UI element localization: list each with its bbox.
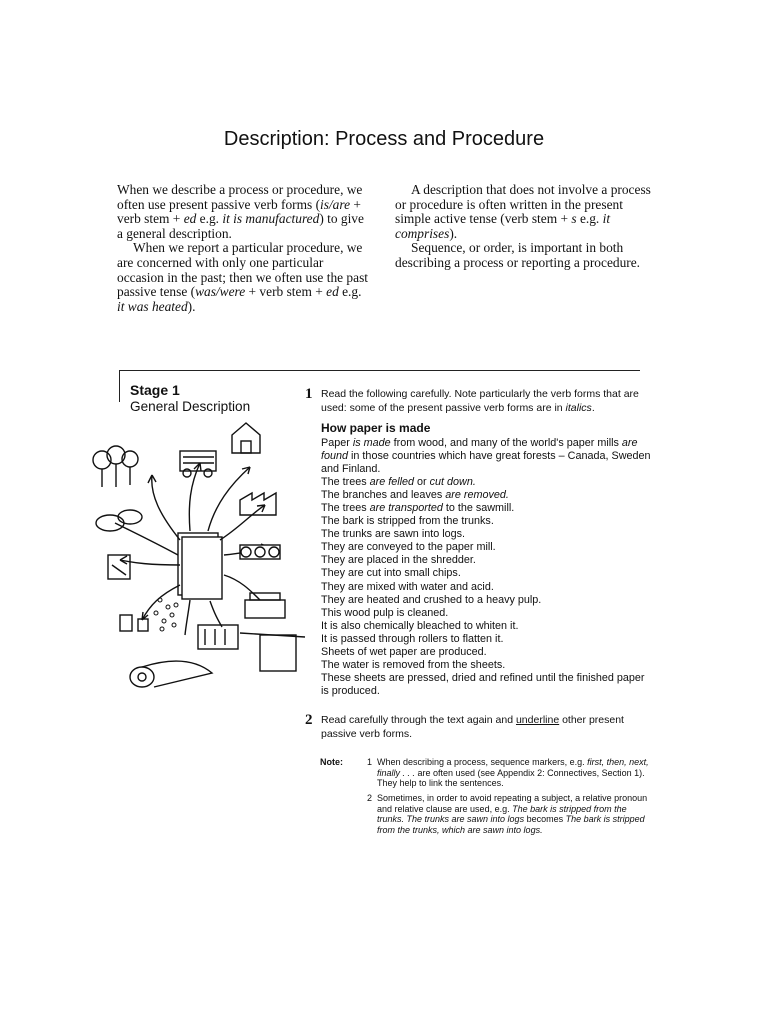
intro-left-p2: When we report a particular procedure, we are concerned with only one particular occasion in the past; then we often use the past passive tense (was/were + verb stem + ed e.g. it was heated). (117, 240, 369, 314)
reading-line: It is also chemically bleached to whiten it. (321, 619, 519, 632)
reading-line: They are cut into small chips. (321, 567, 461, 580)
question-1-number: 1 (305, 386, 313, 402)
reading-line: Paper is made from wood, and many of the world's paper mills are found in those countries which have great forests – Canada, Sweden and Finland. (321, 437, 651, 476)
note-2-text: Sometimes, in order to avoid repeating a subject, a relative pronoun and relative clause are used, e.g. The bark is stripped from the trunks. The trunks are sawn into logs becomes The bark is stripped from the trunks, which are sawn into logs. (377, 793, 648, 835)
reading-line: Sheets of wet paper are produced. (321, 645, 487, 658)
intro-right-column (395, 183, 655, 271)
section-divider (120, 370, 640, 371)
reading-line: The branches and leaves are removed. (321, 489, 509, 502)
question-2-instruction: Read carefully through the text again and underline other present passive verb forms. (321, 714, 624, 740)
reading-line: They are heated and crushed to a heavy pulp. (321, 593, 542, 606)
reading-line: They are conveyed to the paper mill. (321, 541, 496, 554)
paper-process-illustration (90, 415, 312, 705)
intro-left-column (117, 183, 372, 314)
reading-line: This wood pulp is cleaned. (321, 606, 449, 619)
page-title: Description: Process and Procedure (223, 128, 545, 150)
question-2-number: 2 (305, 712, 313, 728)
note-label: Note: (320, 757, 343, 767)
reading-line: They are placed in the shredder. (321, 554, 476, 567)
reading-line: It is passed through rollers to flatten it. (321, 632, 504, 645)
reading-line: The bark is stripped from the trunks. (321, 515, 494, 528)
stage-title: Stage 1 (130, 382, 180, 398)
reading-line: The water is removed from the sheets. (321, 658, 506, 671)
intro-right-p1: A description that does not involve a process or procedure is often written in the present simple active tense (verb stem + s e.g. it comprises). (395, 182, 651, 241)
note-1-number: 1 (367, 757, 373, 767)
reading-line: The trees are transported to the sawmill. (321, 502, 515, 515)
reading-line: They are mixed with water and acid. (321, 580, 494, 593)
note-2-number: 2 (367, 793, 373, 803)
question-1-instruction: Read the following carefully. Note particularly the verb forms that are used: some of the present passive verb forms are in italics. (321, 388, 639, 414)
stage-subtitle: General Description (130, 399, 251, 414)
reading-line: These sheets are pressed, dried and refined until the finished paper is produced. (321, 671, 645, 697)
section-bracket (119, 370, 120, 402)
reading-line: The trunks are sawn into logs. (321, 528, 466, 541)
intro-left-p1: When we describe a process or procedure, we often use present passive verb forms (is/are + verb stem + ed e.g. it is manufactured) to give a general description. (117, 182, 364, 241)
note-1-text: When describing a process, sequence markers, e.g. first, then, next, finally . . . are often used (see Appendix 2: Connectives, Section 1). They help to link the sentences. (377, 757, 649, 789)
intro-right-p2: Sequence, or order, is important in both describing a process or reporting a procedure. (395, 240, 641, 270)
reading-heading: How paper is made (321, 421, 431, 435)
reading-text (321, 437, 651, 698)
reading-line: The trees are felled or cut down. (321, 476, 476, 489)
